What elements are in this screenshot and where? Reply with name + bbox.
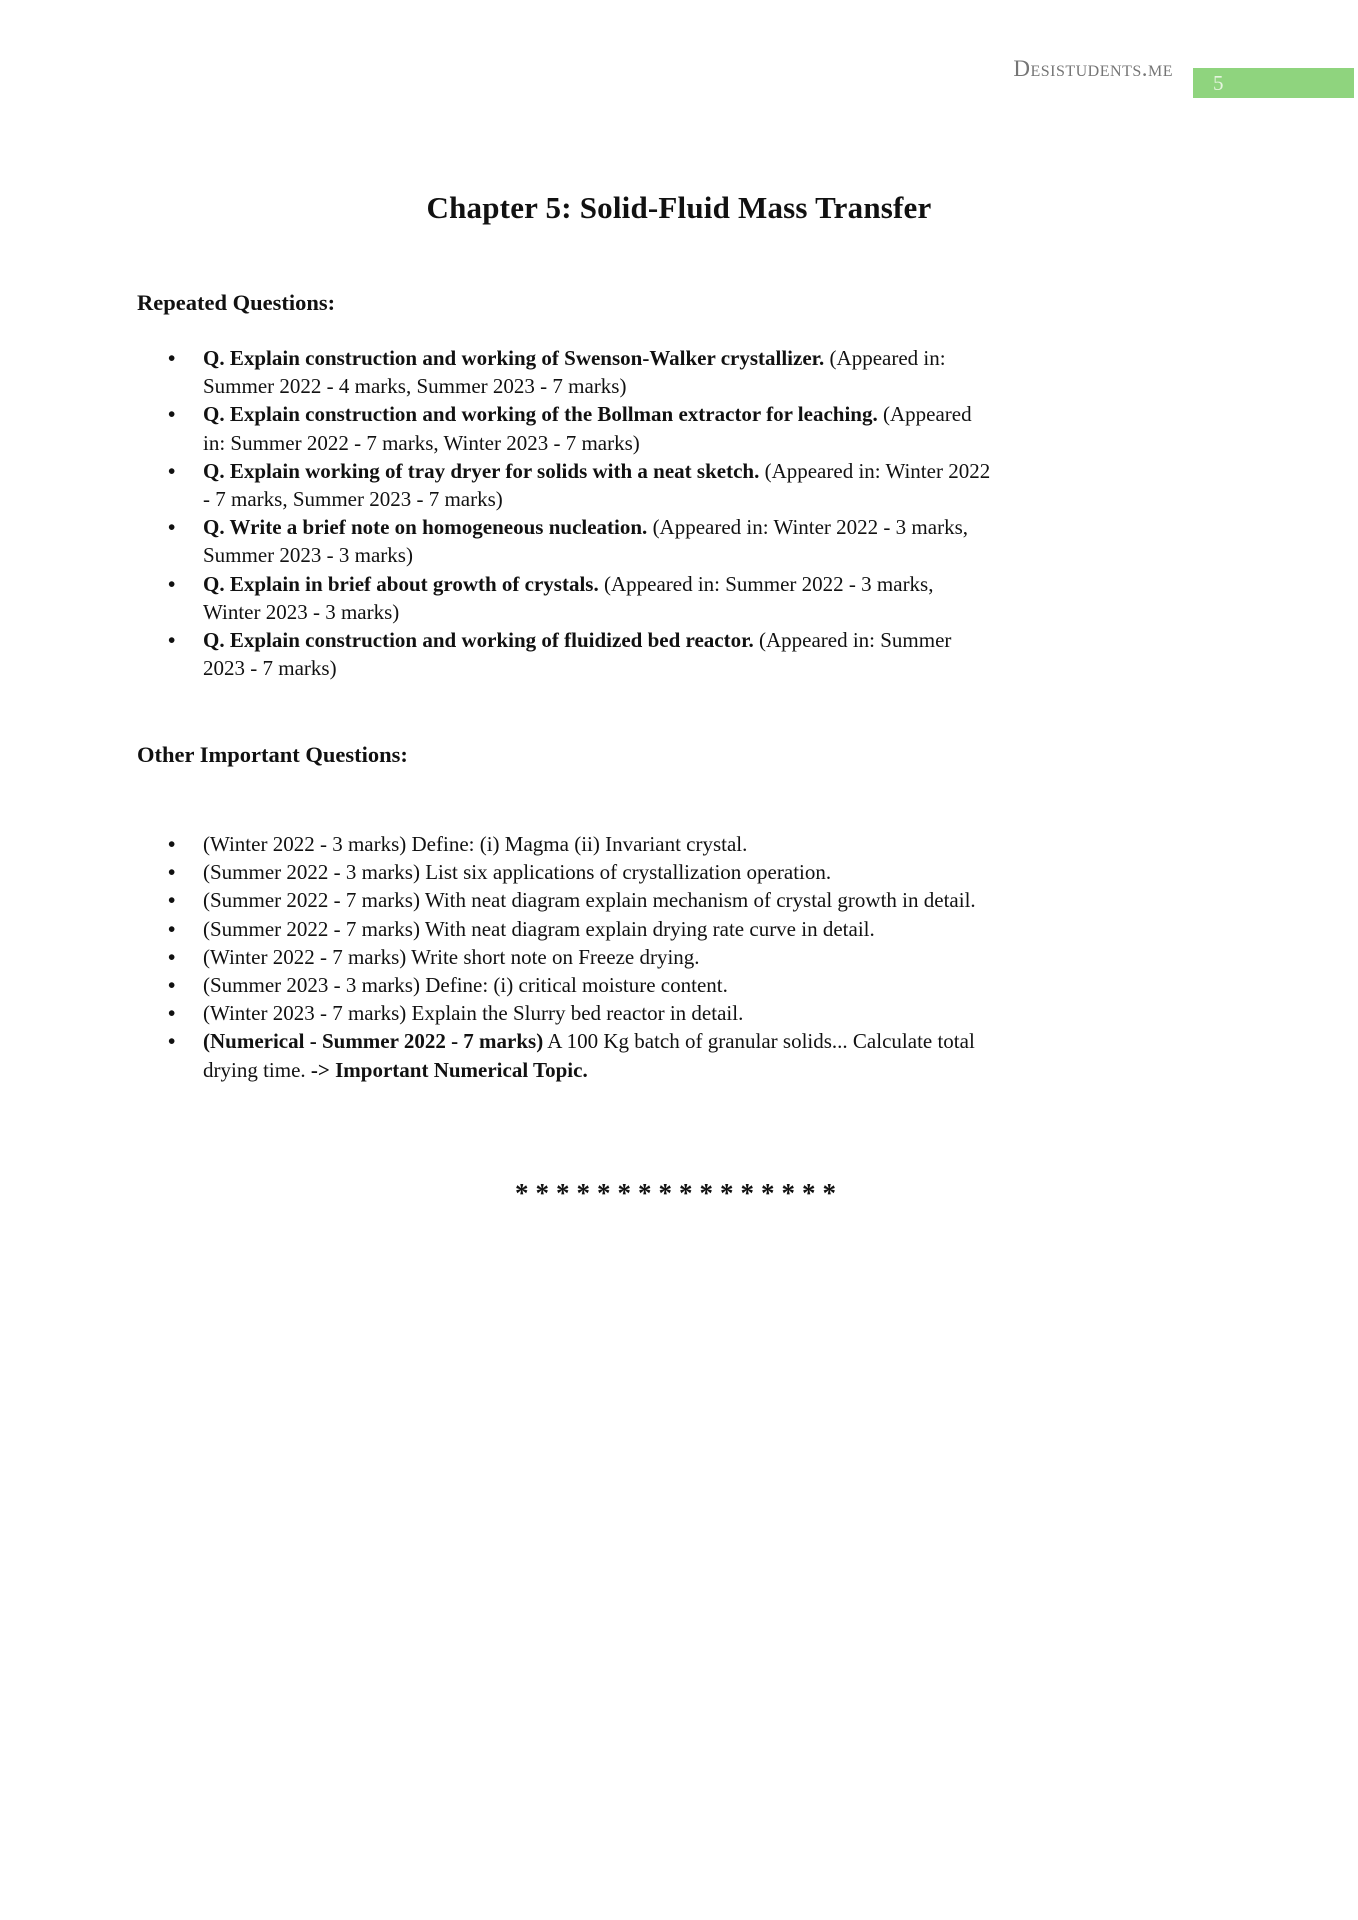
question-regular-text: (Summer 2022 - 7 marks) With neat diagram explain mechanism of crystal growth in detail. [203, 888, 976, 913]
question-regular-text: (Winter 2023 - 7 marks) Explain the Slurry bed reactor in detail. [203, 1001, 744, 1026]
page-number-badge [1193, 68, 1354, 98]
question-item [137, 858, 1077, 886]
repeated-questions-list [137, 344, 1077, 682]
question-bold-text: -> Important Numerical Topic. [310, 1057, 588, 1082]
question-regular-text: (Appeared in: Summer 2022 - 3 marks, [598, 571, 934, 596]
question-item [137, 344, 1077, 400]
question-bold-text: Q. Explain in brief about growth of crystals. [203, 571, 599, 596]
question-bold-text: Q. Explain construction and working of the Bollman extractor for leaching. [203, 402, 878, 427]
question-item [137, 886, 1077, 914]
question-item [137, 943, 1077, 971]
question-item [137, 999, 1077, 1027]
question-item [137, 457, 1077, 513]
question-regular-text: Summer 2022 - 4 marks, Summer 2023 - 7 marks) [203, 374, 627, 399]
question-item [137, 1027, 1077, 1083]
section-separator: **************** [515, 1178, 843, 1208]
question-bold-text: Q. Write a brief note on homogeneous nucleation. [203, 515, 648, 540]
question-item [137, 915, 1077, 943]
site-watermark: Desistudents.me [1013, 56, 1173, 81]
question-regular-text: (Appeared [877, 402, 972, 427]
question-regular-text: (Appeared in: Winter 2022 - 3 marks, [647, 515, 968, 540]
question-bold-text: Q. Explain construction and working of Swenson-Walker crystallizer. [203, 346, 825, 370]
question-item [137, 626, 1077, 682]
question-bold-text: (Numerical - Summer 2022 - 7 marks) [203, 1029, 544, 1054]
question-item [137, 830, 1077, 858]
question-item [137, 971, 1077, 999]
page-number: 5 [1213, 71, 1224, 95]
question-item [137, 400, 1077, 456]
question-regular-text: (Appeared in: Summer [753, 628, 952, 653]
question-item [137, 570, 1077, 626]
question-regular-text: Summer 2023 - 3 marks) [203, 543, 413, 568]
question-regular-text: (Summer 2022 - 3 marks) List six applications of crystallization operation. [203, 860, 832, 885]
question-regular-text: (Summer 2022 - 7 marks) With neat diagram explain drying rate curve in detail. [203, 916, 875, 941]
question-regular-text: - 7 marks, Summer 2023 - 7 marks) [203, 487, 503, 512]
chapter-title: Chapter 5: Solid-Fluid Mass Transfer [426, 190, 932, 225]
question-regular-text: in: Summer 2022 - 7 marks, Winter 2023 - 7 marks) [203, 430, 640, 455]
other-important-questions-list [137, 830, 1077, 1084]
question-regular-text: A 100 Kg batch of granular solids... Calculate total [543, 1029, 975, 1054]
question-regular-text: Winter 2023 - 3 marks) [203, 599, 400, 624]
question-regular-text: (Appeared in: [824, 346, 946, 370]
question-regular-text: (Winter 2022 - 3 marks) Define: (i) Magma (ii) Invariant crystal. [203, 832, 748, 856]
question-regular-text: (Appeared in: Winter 2022 [759, 458, 991, 483]
section-heading-repeated-questions: Repeated Questions: [137, 290, 336, 315]
question-item [137, 513, 1077, 569]
question-bold-text: Q. Explain working of tray dryer for solids with a neat sketch. [203, 458, 760, 483]
question-bold-text: Q. Explain construction and working of fluidized bed reactor. [203, 628, 754, 653]
question-regular-text: 2023 - 7 marks) [203, 656, 337, 681]
question-regular-text: (Winter 2022 - 7 marks) Write short note on Freeze drying. [203, 944, 700, 969]
section-heading-other-important-questions: Other Important Questions: [137, 742, 408, 767]
question-regular-text: (Summer 2023 - 3 marks) Define: (i) critical moisture content. [203, 973, 728, 998]
question-regular-text: drying time. [203, 1057, 311, 1082]
